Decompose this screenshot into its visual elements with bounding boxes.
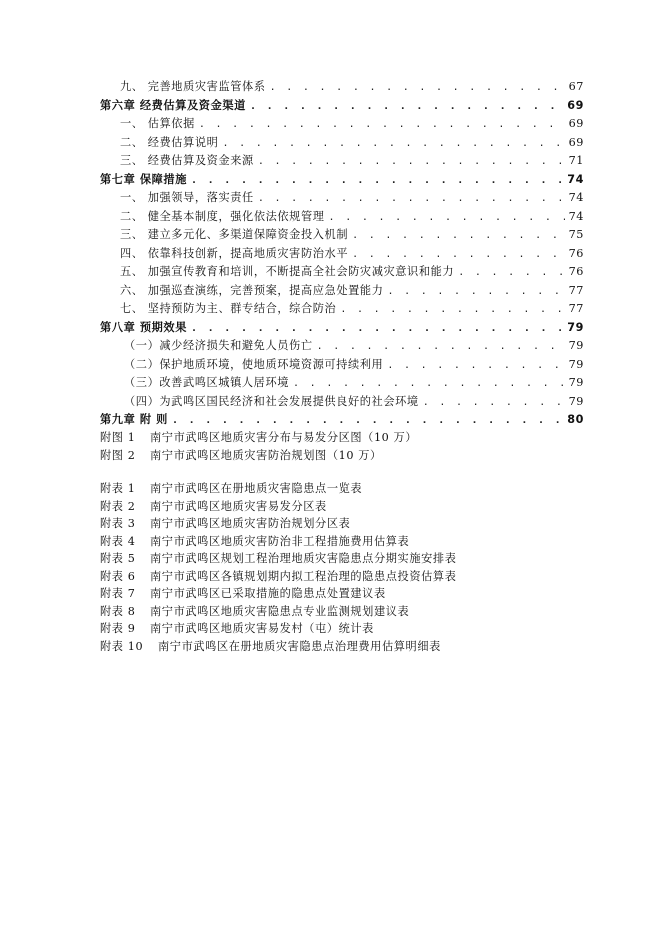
- toc-section-entry[interactable]: [100, 393, 584, 412]
- appendix-title: 南宁市武鸣区已采取措施的隐患点处置建议表: [150, 587, 386, 600]
- appendix-title: 南宁市武鸣区地质灾害易发村（屯）统计表: [150, 622, 374, 635]
- appendix-title: 南宁市武鸣区在册地质灾害隐患点一览表: [150, 482, 363, 495]
- toc-page-number: 77: [568, 283, 584, 297]
- toc-section-entry[interactable]: [100, 374, 584, 393]
- toc-section-entry[interactable]: [100, 152, 584, 171]
- toc-section-entry[interactable]: [100, 356, 584, 375]
- toc-section-entry[interactable]: [100, 263, 584, 282]
- appendix-figure-entry[interactable]: [100, 447, 580, 465]
- toc-leader-dots: [172, 415, 563, 426]
- appendix-table-entry[interactable]: [100, 568, 580, 586]
- toc-page-number: 71: [568, 154, 584, 167]
- toc-leader-dots: [352, 249, 564, 260]
- appendix-table-entry[interactable]: [100, 480, 580, 498]
- toc-leader-dots: [222, 138, 564, 149]
- toc-section-entry[interactable]: [100, 134, 584, 153]
- toc-page-number: 75: [568, 228, 584, 241]
- appendix-key: 附表 4: [100, 534, 136, 548]
- appendix-title: 南宁市武鸣区地质灾害隐患点专业监测规划建议表: [150, 604, 410, 618]
- toc-entry-title: 一、 估算依据: [120, 117, 195, 130]
- appendix-table-entry[interactable]: [100, 498, 580, 516]
- toc-page-number: 67: [568, 80, 584, 93]
- toc-section-entry[interactable]: [100, 78, 584, 97]
- appendix-figure-entry[interactable]: [100, 429, 580, 447]
- toc-entry-title: （一）减少经济损失和避免人员伤亡: [124, 339, 313, 352]
- toc-page-number: 76: [568, 265, 584, 278]
- toc-entry-title: 五、 加强宣传教育和培训，不断提高全社会防灾减灾意识和能力: [120, 265, 455, 278]
- toc-leader-dots: [270, 82, 565, 93]
- toc-leader-dots: [250, 101, 563, 112]
- toc-entry-title: 第六章 经费估算及资金渠道: [100, 98, 246, 112]
- toc-entry-title: 四、 依靠科技创新，提高地质灾害防治水平: [120, 246, 349, 260]
- appendix-figures-list: [100, 429, 580, 464]
- toc-section-entry[interactable]: [100, 245, 584, 264]
- toc-leader-dots: [387, 360, 564, 371]
- toc-leader-dots: [191, 323, 563, 334]
- toc-page-number: 69: [568, 135, 584, 149]
- toc-page-number: 79: [568, 339, 584, 352]
- appendix-title: 南宁市武鸣区地质灾害防治规划分区表: [150, 517, 351, 530]
- toc-entry-title: 七、 坚持预防为主、群专结合，综合防治: [120, 302, 337, 315]
- toc-leader-dots: [258, 156, 565, 167]
- appendix-key: 附图 2: [100, 448, 136, 462]
- appendix-title: 南宁市武鸣区规划工程治理地质灾害隐患点分期实施安排表: [150, 552, 457, 565]
- toc-section-entry[interactable]: [100, 226, 584, 245]
- appendix-table-entry[interactable]: [100, 515, 580, 533]
- appendix-table-entry[interactable]: [100, 550, 580, 568]
- appendix-table-entry[interactable]: [100, 533, 580, 551]
- appendix-table-entry[interactable]: [100, 585, 580, 603]
- toc-leader-dots: [387, 286, 564, 297]
- appendix-title: 南宁市武鸣区地质灾害防治非工程措施费用估算表: [150, 534, 410, 548]
- toc-page-number: 77: [568, 302, 584, 315]
- toc-entry-title: 第九章 附 则: [100, 413, 168, 426]
- toc-entry-title: 九、 完善地质灾害监管体系: [120, 80, 266, 93]
- toc-entry-title: 第七章 保障措施: [100, 172, 188, 186]
- toc-entry-title: 三、 建立多元化、多渠道保障资金投入机制: [120, 228, 349, 241]
- toc-page-number: 79: [568, 357, 584, 371]
- toc-page-number: 79: [567, 320, 584, 334]
- appendix-key: 附表 2: [100, 499, 136, 513]
- appendix-key: 附表 5: [100, 552, 136, 565]
- toc-leader-dots: [258, 193, 565, 204]
- appendix-tables-list: [100, 480, 580, 655]
- toc-entry-title: 三、 经费估算及资金来源: [120, 154, 254, 167]
- appendix-key: 附表 10: [100, 639, 144, 653]
- toc-leader-dots: [317, 341, 565, 352]
- appendix-title: 南宁市武鸣区地质灾害易发分区表: [150, 499, 327, 513]
- toc-section-entry[interactable]: [100, 208, 584, 227]
- appendix-key: 附表 3: [100, 517, 136, 530]
- toc-page-number: 74: [568, 209, 584, 223]
- toc-entry-title: 二、 健全基本制度，强化依法依规管理: [120, 209, 325, 223]
- appendix-title: 南宁市武鸣区地质灾害防治规划图（10 万）: [150, 448, 382, 462]
- appendix-title: 南宁市武鸣区在册地质灾害隐患点治理费用估算明细表: [158, 639, 441, 653]
- toc-page-number: 79: [568, 376, 584, 389]
- toc-section-entry[interactable]: [100, 115, 584, 134]
- toc-entry-title: （二）保护地质环境，使地质环境资源可持续利用: [124, 357, 384, 371]
- toc-page-number: 76: [568, 246, 584, 260]
- toc-section-entry[interactable]: [100, 300, 584, 319]
- appendix-title: 南宁市武鸣区各镇规划期内拟工程治理的隐患点投资估算表: [150, 569, 457, 583]
- toc-leader-dots: [352, 230, 564, 241]
- appendix-table-entry[interactable]: [100, 638, 580, 656]
- toc-entry-title: 第八章 预期效果: [100, 320, 188, 334]
- toc-entry-title: 一、 加强领导，落实责任: [120, 191, 254, 204]
- toc-leader-dots: [340, 304, 564, 315]
- toc-entry-title: 二、 经费估算说明: [120, 135, 219, 149]
- toc-chapter-entry[interactable]: [100, 411, 584, 430]
- appendix-key: 附图 1: [100, 431, 136, 444]
- toc-entry-title: （三）改善武鸣区城镇人居环境: [124, 376, 290, 389]
- appendix-key: 附表 1: [100, 482, 136, 495]
- appendix-key: 附表 7: [100, 587, 136, 600]
- toc-section-entry[interactable]: [100, 189, 584, 208]
- toc-page-number: 69: [568, 117, 584, 130]
- toc-leader-dots: [458, 267, 564, 278]
- table-of-contents: [100, 78, 584, 430]
- toc-section-entry[interactable]: [100, 337, 584, 356]
- appendix-table-entry[interactable]: [100, 620, 580, 638]
- toc-page-number: 79: [568, 394, 584, 408]
- toc-page-number: 69: [567, 98, 584, 112]
- toc-page-number: 74: [568, 191, 584, 204]
- toc-leader-dots: [191, 175, 563, 186]
- toc-page-number: 80: [567, 413, 584, 426]
- toc-leader-dots: [329, 212, 565, 223]
- appendix-key: 附表 9: [100, 622, 136, 635]
- toc-chapter-entry[interactable]: [100, 97, 584, 116]
- appendix-table-entry[interactable]: [100, 603, 580, 621]
- appendix-key: 附表 6: [100, 569, 136, 583]
- toc-chapter-entry[interactable]: [100, 171, 584, 190]
- toc-leader-dots: [293, 378, 565, 389]
- toc-section-entry[interactable]: [100, 282, 584, 301]
- toc-leader-dots: [199, 119, 565, 130]
- toc-leader-dots: [423, 397, 565, 408]
- toc-page-number: 74: [567, 172, 584, 186]
- toc-entry-title: 六、 加强巡查演练，完善预案，提高应急处置能力: [120, 283, 384, 297]
- toc-chapter-entry[interactable]: [100, 319, 584, 338]
- appendix-key: 附表 8: [100, 604, 136, 618]
- toc-entry-title: （四）为武鸣区国民经济和社会发展提供良好的社会环境: [124, 394, 419, 408]
- appendix-title: 南宁市武鸣区地质灾害分布与易发分区图（10 万）: [150, 431, 418, 444]
